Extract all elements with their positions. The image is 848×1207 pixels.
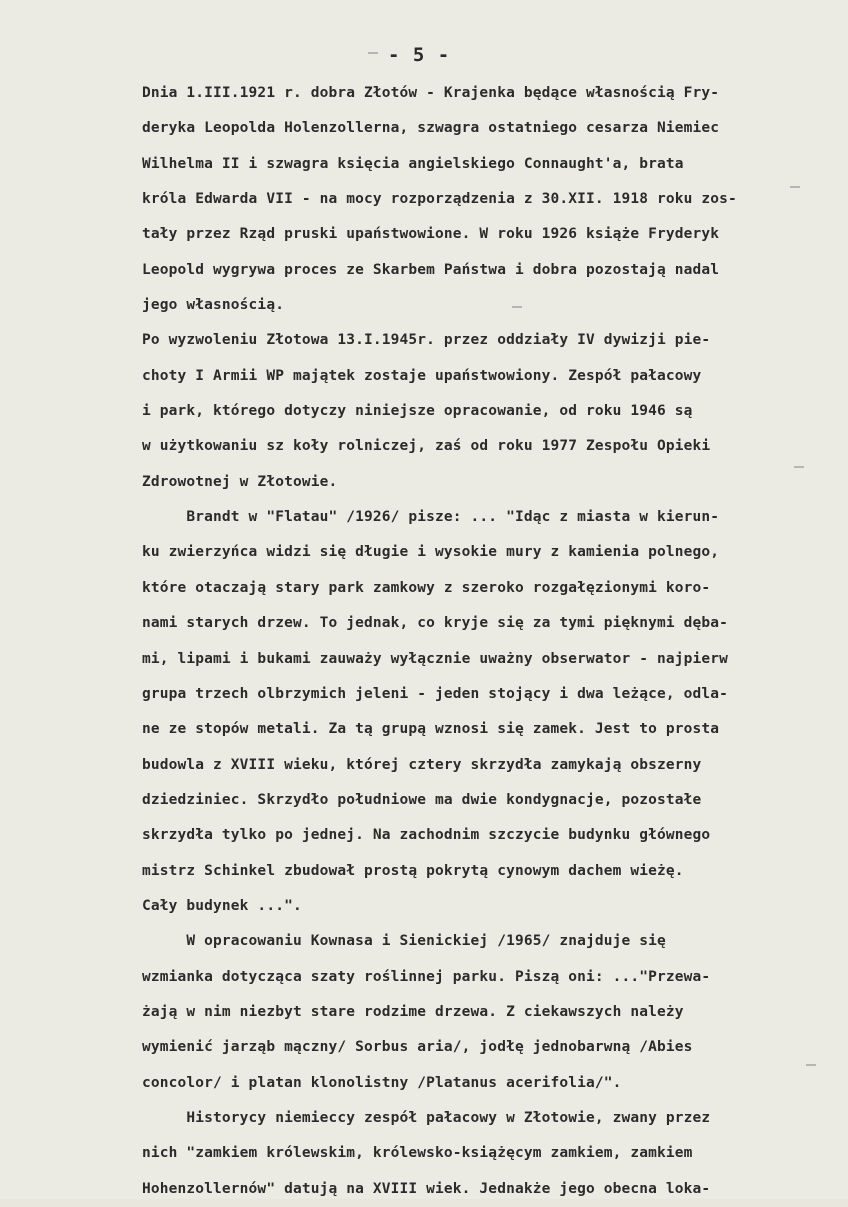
text-line: w użytkowaniu sz koły rolniczej, zaś od roku 1977 Zespołu Opieki bbox=[142, 438, 711, 455]
text-line: budowla z XVIII wieku, której cztery skrzydła zamykają obszerny bbox=[142, 756, 702, 773]
text-line: nich "zamkiem królewskim, królewsko-książęcym zamkiem, zamkiem bbox=[142, 1145, 693, 1162]
text-line: Leopold wygrywa proces ze Skarbem Państwa i dobra pozostają nadal bbox=[142, 261, 720, 278]
text-line: Zdrowotnej w Złotowie. bbox=[142, 473, 338, 490]
text-line: Wilhelma II i szwagra księcia angielskiego Connaught'a, brata bbox=[142, 155, 684, 172]
text-line: ku zwierzyńca widzi się długie i wysokie mury z kamienia polnego, bbox=[142, 544, 720, 561]
text-line: ne ze stopów metali. Za tą grupą wznosi się zamek. Jest to prosta bbox=[142, 721, 720, 738]
text-line: deryka Leopolda Holenzollerna, szwagra ostatniego cesarza Niemiec bbox=[142, 120, 720, 137]
stray-mark bbox=[790, 186, 800, 188]
text-line: Hohenzollernów" datują na XVIII wiek. Jednakże jego obecna loka- bbox=[142, 1180, 711, 1197]
page-number: - 5 - bbox=[388, 44, 451, 66]
stray-mark bbox=[794, 466, 804, 468]
text-line: wymienić jarząb mączny/ Sorbus aria/, jodłę jednobarwną /Abies bbox=[142, 1039, 693, 1056]
text-line: choty I Armii WP majątek zostaje upaństwowiony. Zespół pałacowy bbox=[142, 367, 702, 384]
text-line: mistrz Schinkel zbudował prostą pokrytą cynowym dachem wieżę. bbox=[142, 862, 684, 879]
text-line: Dnia 1.III.1921 r. dobra Złotów - Krajenka będące własnością Fry- bbox=[142, 85, 720, 101]
stray-mark bbox=[806, 1064, 816, 1066]
text-line: które otaczają stary park zamkowy z szeroko rozgałęzionymi koro- bbox=[142, 579, 711, 596]
text-line: nami starych drzew. To jednak, co kryje się za tymi pięknymi dęba- bbox=[142, 615, 729, 632]
text-line: skrzydła tylko po jednej. Na zachodnim szczycie budynku głównego bbox=[142, 827, 711, 844]
text-line: jego własnością. bbox=[142, 297, 285, 314]
text-line: Brandt w "Flatau" /1926/ pisze: ... "Idąc z miasta w kierun- bbox=[142, 509, 720, 526]
text-line: dziedziniec. Skrzydło południowe ma dwie kondygnacje, pozostałe bbox=[142, 791, 702, 808]
text-line: concolor/ i platan klonolistny /Platanus acerifolia/". bbox=[142, 1074, 622, 1091]
text-line: Cały budynek ...". bbox=[142, 897, 302, 914]
text-line: W opracowaniu Kownasa i Sienickiej /1965/ znajduje się bbox=[142, 933, 666, 950]
text-line: mi, lipami i bukami zauważy wyłącznie uważny obserwator - najpierw bbox=[142, 650, 729, 667]
text-line: tały przez Rząd pruski upaństwowione. W roku 1926 książe Fryderyk bbox=[142, 226, 720, 243]
text-line: Po wyzwoleniu Złotowa 13.I.1945r. przez oddziały IV dywizji pie- bbox=[142, 332, 711, 349]
body-text bbox=[142, 76, 842, 1207]
text-line: żają w nim niezbyt stare rodzime drzewa. Z ciekawszych należy bbox=[142, 1003, 684, 1020]
text-line: i park, którego dotyczy niniejsze opracowanie, od roku 1946 są bbox=[142, 403, 693, 420]
text-line: grupa trzech olbrzymich jeleni - jeden stojący i dwa leżące, odla- bbox=[142, 685, 729, 702]
text-line: Historycy niemieccy zespół pałacowy w Złotowie, zwany przez bbox=[142, 1109, 711, 1126]
stray-mark bbox=[512, 306, 522, 308]
text-line: króla Edwarda VII - na mocy rozporządzenia z 30.XII. 1918 roku zos- bbox=[142, 191, 737, 208]
stray-mark bbox=[368, 52, 378, 54]
text-line: wzmianka dotycząca szaty roślinnej parku. Piszą oni: ..."Przewa- bbox=[142, 968, 711, 985]
